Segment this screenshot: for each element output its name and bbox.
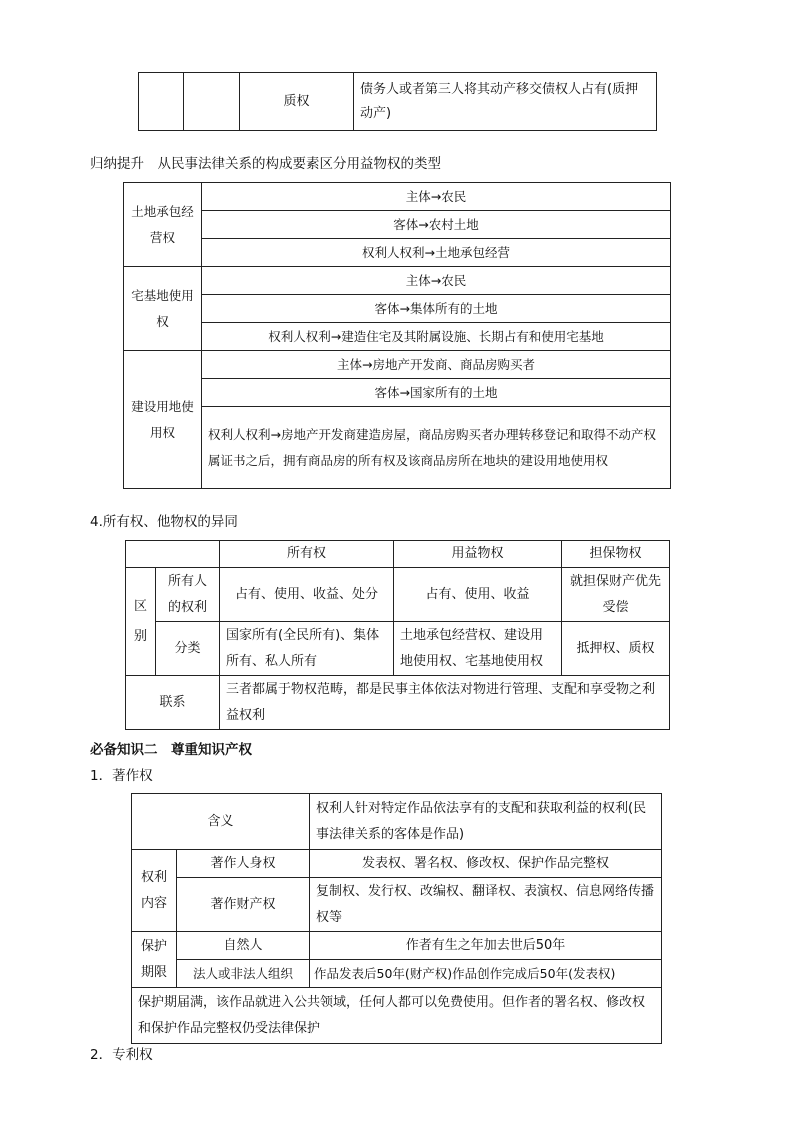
copyright-table (131, 793, 662, 1044)
copyright-heading: 1．著作权 (90, 768, 153, 784)
usufruct-item: 主体→农民 (202, 183, 671, 211)
link-text: 三者都属于物权范畴，都是民事主体依法对物进行管理、支配和享受物之利益权利 (220, 676, 670, 730)
meaning-label: 含义 (132, 794, 310, 850)
usufruct-type: 土地承包经营权 (124, 183, 202, 267)
compare-header: 所有权 (220, 541, 394, 568)
compare-row-label: 所有人的权利 (156, 568, 220, 622)
usufruct-item: 权利人权利→土地承包经营 (202, 239, 671, 267)
compare-table (125, 540, 670, 730)
period-item-label: 自然人 (177, 932, 310, 960)
period-item-text: 作品发表后50年(财产权)作品创作完成后50年(发表权) (310, 960, 662, 988)
pledge-desc: 债务人或者第三人将其动产移交债权人占有(质押动产) (354, 73, 657, 131)
compare-row-label: 分类 (156, 622, 220, 676)
diff-label: 区别 (126, 568, 156, 676)
compare-cell: 占有、使用、收益 (394, 568, 562, 622)
period-item-text: 作者有生之年加去世后50年 (310, 932, 662, 960)
compare-cell: 国家所有(全民所有)、集体所有、私人所有 (220, 622, 394, 676)
pledge-cell-1 (139, 73, 184, 131)
compare-cell: 占有、使用、收益、处分 (220, 568, 394, 622)
section-4-heading: 4.所有权、他物权的异同 (90, 514, 238, 530)
usufruct-item: 客体→集体所有的土地 (202, 295, 671, 323)
compare-corner (126, 541, 220, 568)
copyright-note: 保护期届满，该作品就进入公共领域，任何人都可以免费使用。但作者的署名权、修改权和保护作品完整权仍受法律保护 (132, 988, 662, 1044)
rights-label: 权利内容 (132, 850, 177, 932)
guina-heading: 归纳提升 从民事法律关系的构成要素区分用益物权的类型 (90, 156, 441, 172)
rights-item-text: 复制权、发行权、改编权、翻译权、表演权、信息网络传播权等 (310, 878, 662, 932)
meaning-text: 权利人针对特定作品依法享有的支配和获取利益的权利(民事法律关系的客体是作品) (310, 794, 662, 850)
pledge-type: 质权 (240, 73, 354, 131)
compare-cell: 土地承包经营权、建设用地使用权、宅基地使用权 (394, 622, 562, 676)
usufruct-item: 权利人权利→房地产开发商建造房屋，商品房购买者办理转移登记和取得不动产权属证书之后，拥有商品房的所有权及该商品房所在地块的建设用地使用权 (202, 407, 671, 489)
pledge-table (138, 72, 657, 131)
rights-item-text: 发表权、署名权、修改权、保护作品完整权 (310, 850, 662, 878)
usufruct-type: 建设用地使用权 (124, 351, 202, 489)
compare-cell: 抵押权、质权 (562, 622, 670, 676)
rights-item-label: 著作人身权 (177, 850, 310, 878)
compare-header: 担保物权 (562, 541, 670, 568)
patent-heading: 2．专利权 (90, 1047, 153, 1063)
usufruct-item: 权利人权利→建造住宅及其附属设施、长期占有和使用宅基地 (202, 323, 671, 351)
usufruct-item: 主体→房地产开发商、商品房购买者 (202, 351, 671, 379)
usufruct-item: 客体→农村土地 (202, 211, 671, 239)
usufruct-item: 主体→农民 (202, 267, 671, 295)
pledge-cell-2 (184, 73, 240, 131)
knowledge-2-heading: 必备知识二 尊重知识产权 (90, 742, 252, 758)
compare-cell: 就担保财产优先受偿 (562, 568, 670, 622)
usufruct-item: 客体→国家所有的土地 (202, 379, 671, 407)
rights-item-label: 著作财产权 (177, 878, 310, 932)
usufruct-table (123, 182, 671, 489)
period-label: 保护期限 (132, 932, 177, 988)
period-item-label: 法人或非法人组织 (177, 960, 310, 988)
compare-header: 用益物权 (394, 541, 562, 568)
link-label: 联系 (126, 676, 220, 730)
usufruct-type: 宅基地使用权 (124, 267, 202, 351)
